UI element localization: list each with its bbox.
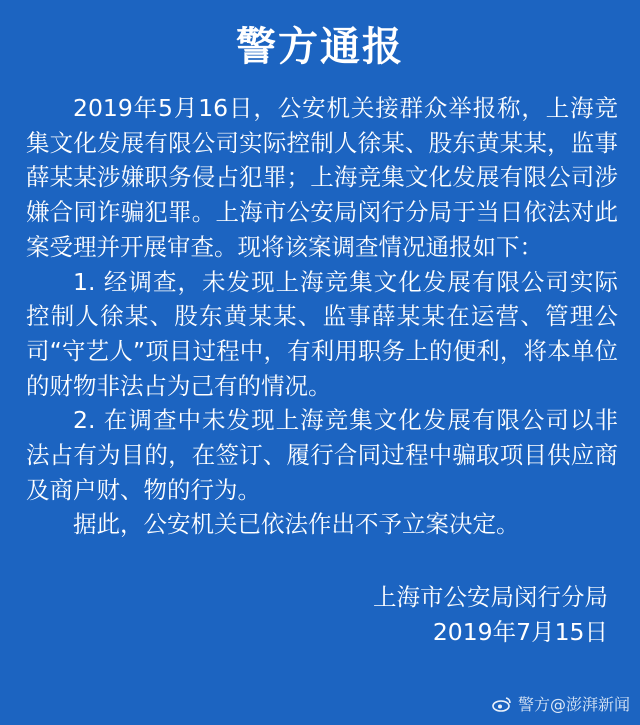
notice-body	[26, 91, 618, 542]
watermark-text: 警方@澎湃新闻	[517, 695, 630, 714]
notice-paragraph-item-1: 1. 经调查，未发现上海竞集文化发展有限公司实际控制人徐某、股东黄某某、监事薛某某在运营、管理公司“守艺人”项目过程中，有利用职务上的便利，将本单位的财物非法占为己有的情况。	[26, 267, 618, 400]
notice-paragraph-item-2: 2. 在调查中未发现上海竞集文化发展有限公司以非法占有为目的，在签订、履行合同过程中骗取项目供应商及商户财、物的行为。	[26, 406, 618, 504]
weibo-watermark	[492, 692, 630, 715]
notice-signature	[373, 580, 608, 649]
notice-title: 警方通报	[236, 24, 404, 70]
signature-agency: 上海市公安局闵行分局	[373, 583, 608, 611]
signature-date: 2019年7月15日	[432, 617, 608, 646]
notice-paragraph-intro: 2019年5月16日，公安机关接群众举报称，上海竞集文化发展有限公司实际控制人徐某、股东黄某某，监事薛某某涉嫌职务侵占犯罪；上海竞集文化发展有限公司涉嫌合同诈骗犯罪。上海市公安局闵行分局于当日依法对此案受理并开展审查。现将该案调查情况通报如下：	[26, 94, 618, 261]
weibo-icon	[492, 696, 512, 712]
notice-paragraph-conclusion: 据此，公安机关已依法作出不予立案决定。	[73, 510, 520, 539]
